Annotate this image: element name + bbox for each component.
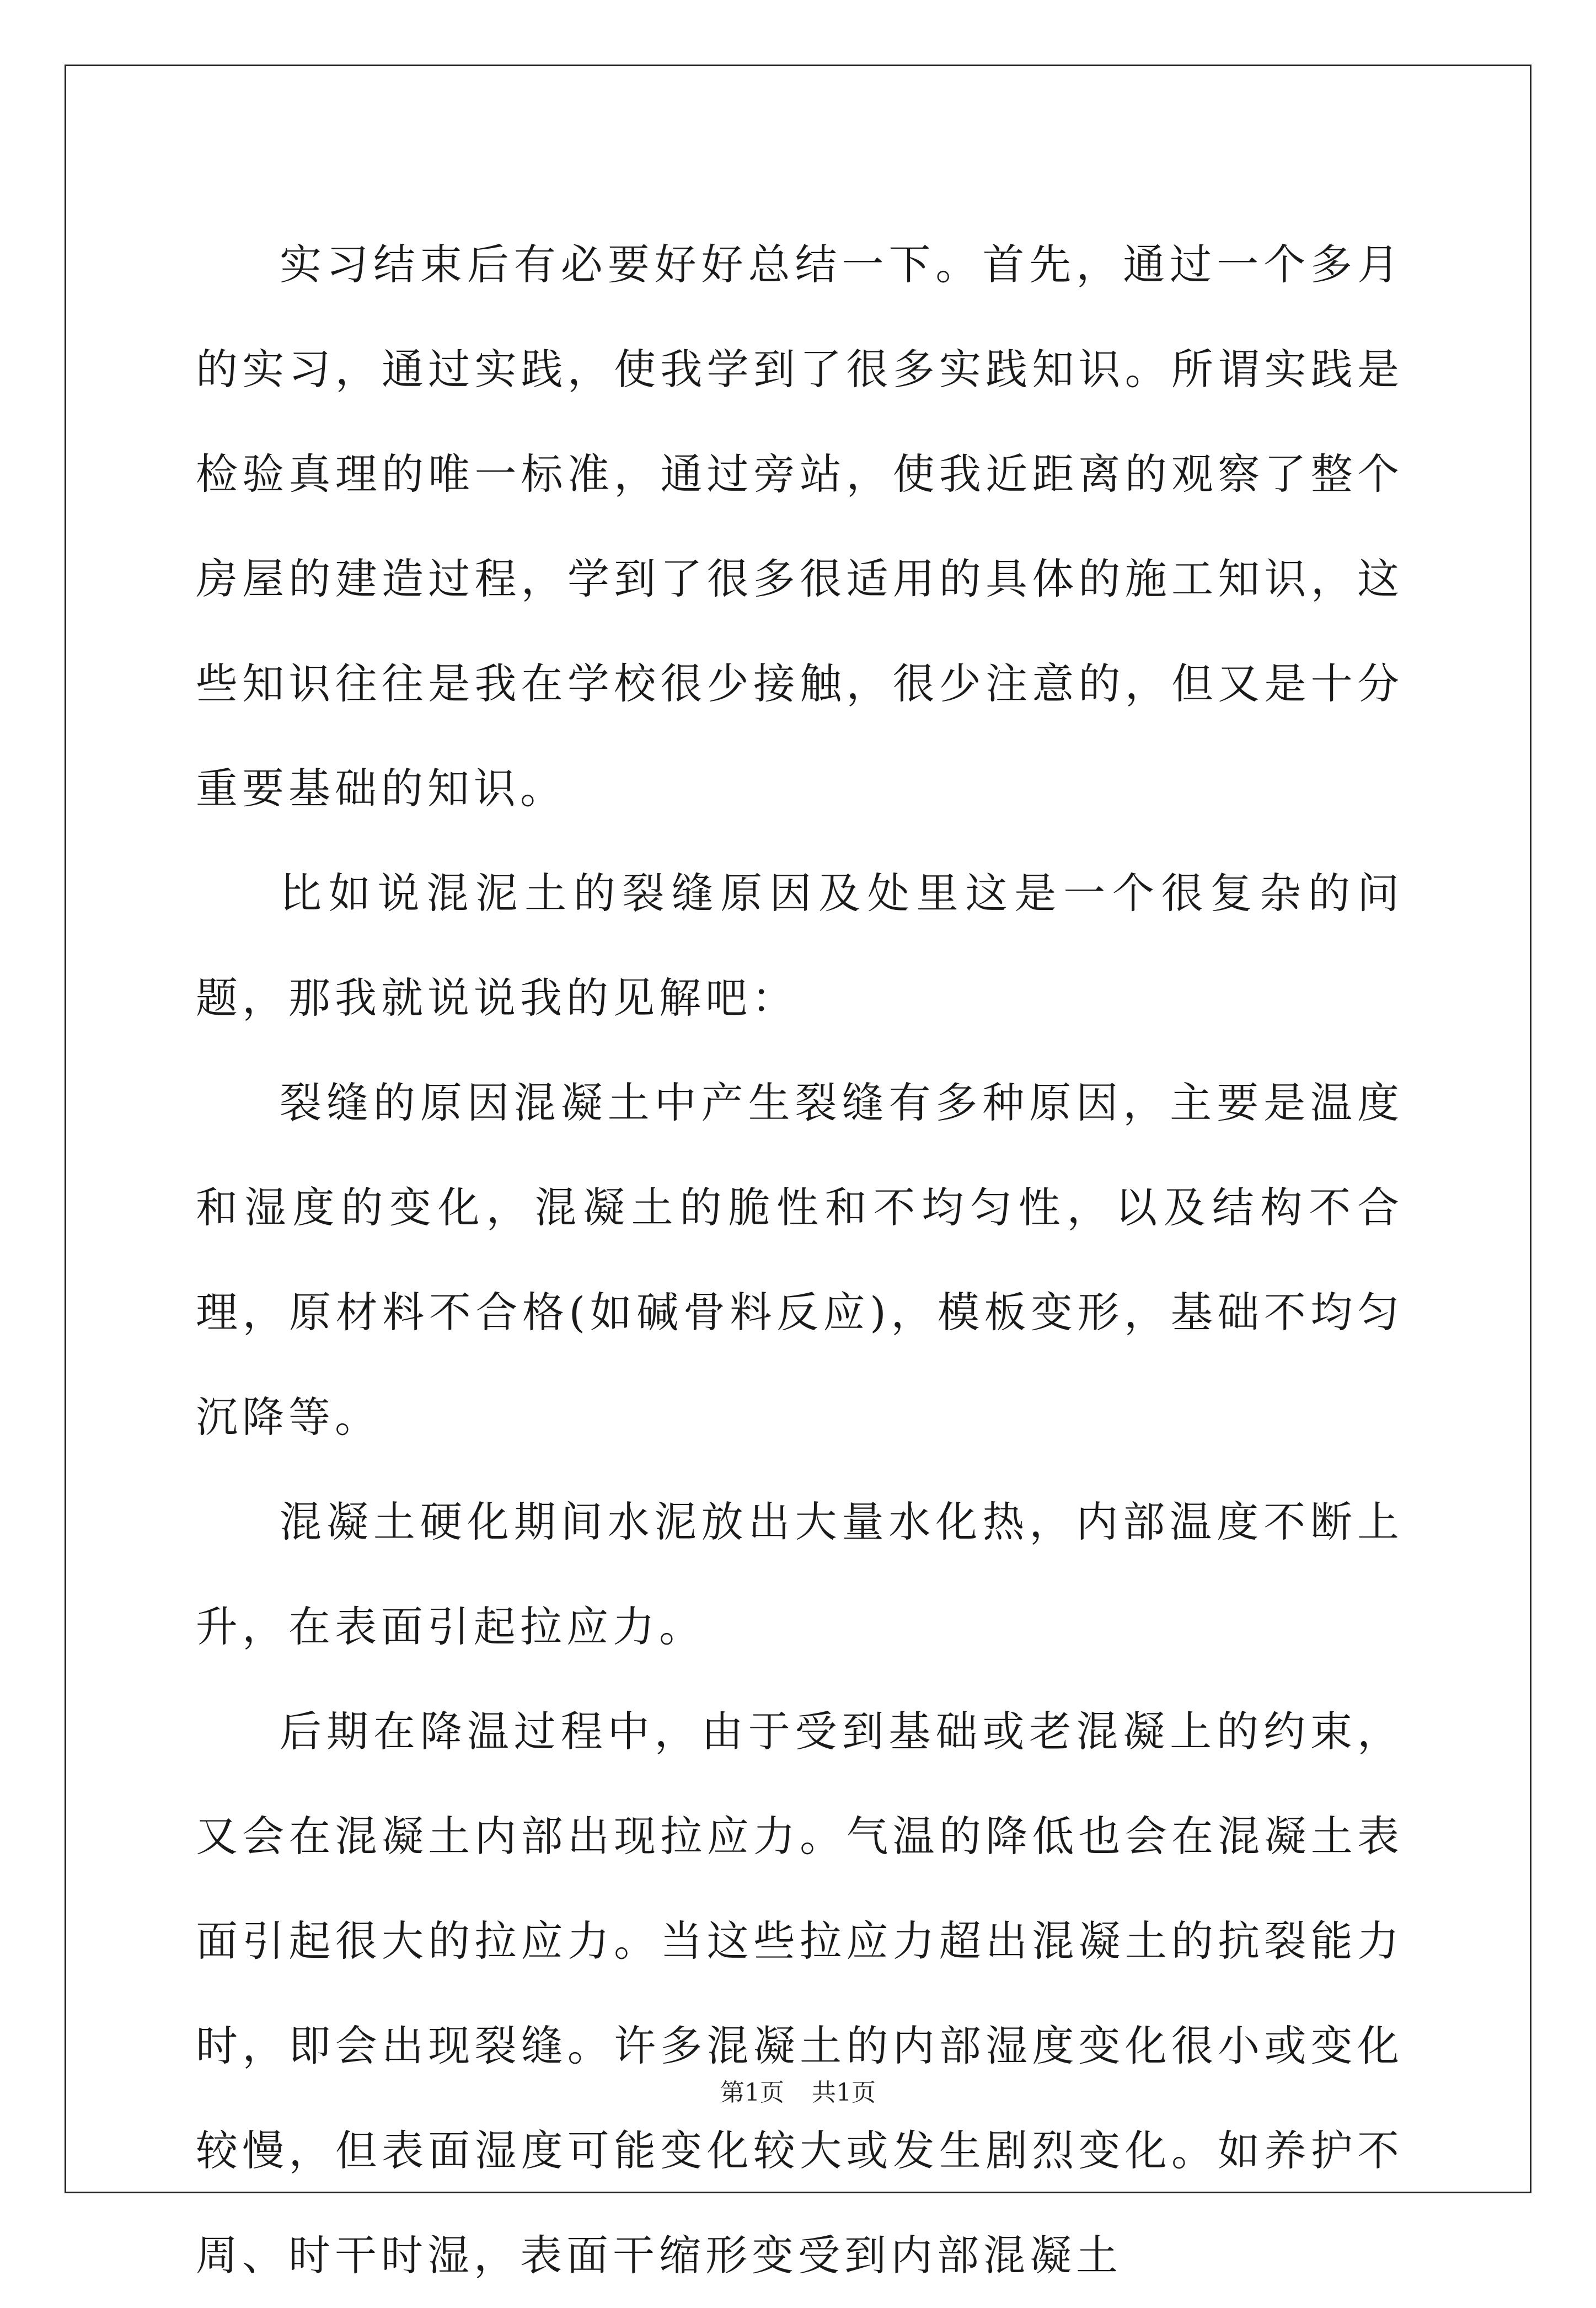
- page-number-total: 共1页: [812, 2079, 876, 2107]
- paragraph-2: 比如说混泥土的裂缝原因及处里这是一个很复杂的问题，那我就说说我的见解吧：: [196, 869, 1404, 1022]
- page-footer: [0, 2073, 1596, 2108]
- document-body: [196, 212, 1404, 2308]
- page-number-current: 第1页: [720, 2079, 784, 2107]
- paragraph-3: 裂缝的原因混凝土中产生裂缝有多种原因，主要是温度和湿度的变化，混凝土的脆性和不均匀性，以及结构不合理，原材料不合格(如碱骨料反应)，模板变形，基础不均匀沉降等。: [196, 1078, 1404, 1442]
- paragraph-5: 后期在降温过程中，由于受到基础或老混凝上的约束，又会在混凝土内部出现拉应力。气温的降低也会在混凝土表面引起很大的拉应力。当这些拉应力超出混凝土的抗裂能力时，即会出现裂缝。许多混凝土的内部湿度变化很小或变化较慢，但表面湿度可能变化较大或发生剧烈变化。如养护不周、时干时湿，表面干缩形变受到内部混凝土: [196, 1707, 1404, 2280]
- paragraph-1: 实习结束后有必要好好总结一下。首先，通过一个多月的实习，通过实践，使我学到了很多实践知识。所谓实践是检验真理的唯一标准，通过旁站，使我近距离的观察了整个房屋的建造过程，学到了很多很适用的具体的施工知识，这些知识往往是我在学校很少接触，很少注意的，但又是十分重要基础的知识。: [196, 240, 1404, 813]
- paragraph-4: 混凝土硬化期间水泥放出大量水化热，内部温度不断上升，在表面引起拉应力。: [196, 1497, 1404, 1651]
